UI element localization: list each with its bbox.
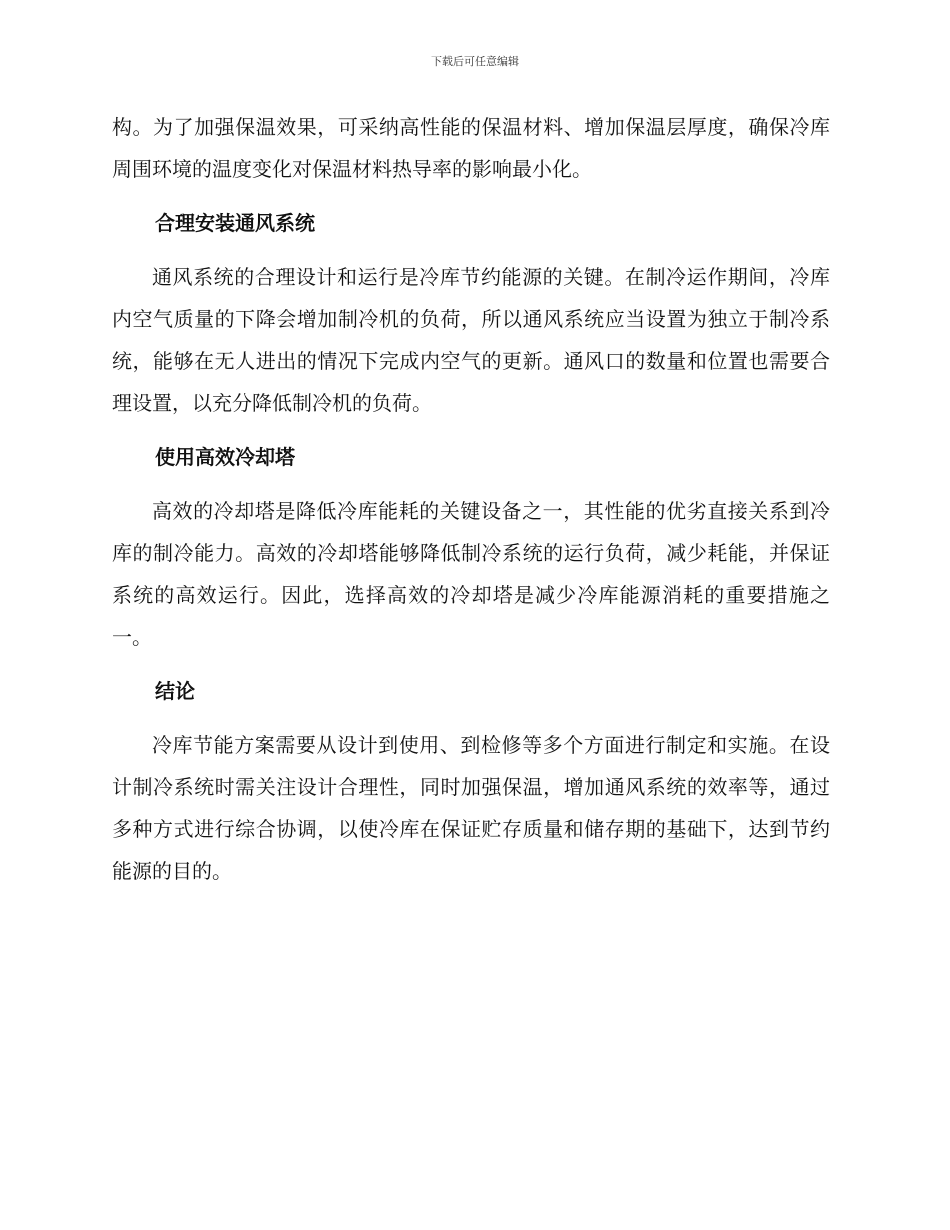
paragraph-ventilation: 通风系统的合理设计和运行是冷库节约能源的关键。在制冷运作期间，冷库内空气质量的下降会增加制冷机的负荷，所以通风系统应当设置为独立于制冷系统，能够在无人进出的情况下完成内空气的更新。通风口的数量和位置也需要合理设置，以充分降低制冷机的负荷。: [112, 265, 830, 415]
heading-cooling-tower: 使用高效冷却塔: [155, 445, 295, 469]
paragraph-conclusion: 冷库节能方案需要从设计到使用、到检修等多个方面进行制定和实施。在设计制冷系统时需关注设计合理性，同时加强保温，增加通风系统的效率等，通过多种方式进行综合协调，以使冷库在保证贮存质量和储存期的基础下，达到节约能源的目的。: [112, 733, 830, 883]
page-header: 下载后可任意编辑: [431, 55, 519, 68]
paragraph-insulation-continued: 构。为了加强保温效果，可采纳高性能的保温材料、增加保温层厚度，确保冷库周围环境的温度变化对保温材料热导率的影响最小化。: [112, 115, 830, 181]
document-body: [112, 106, 830, 892]
heading-conclusion: 结论: [155, 679, 195, 703]
paragraph-cooling-tower: 高效的冷却塔是降低冷库能耗的关键设备之一，其性能的优劣直接关系到冷库的制冷能力。高效的冷却塔能够降低制冷系统的运行负荷，减少耗能，并保证系统的高效运行。因此，选择高效的冷却塔是减少冷库能源消耗的重要措施之一。: [112, 499, 830, 649]
heading-ventilation: 合理安装通风系统: [155, 211, 315, 235]
